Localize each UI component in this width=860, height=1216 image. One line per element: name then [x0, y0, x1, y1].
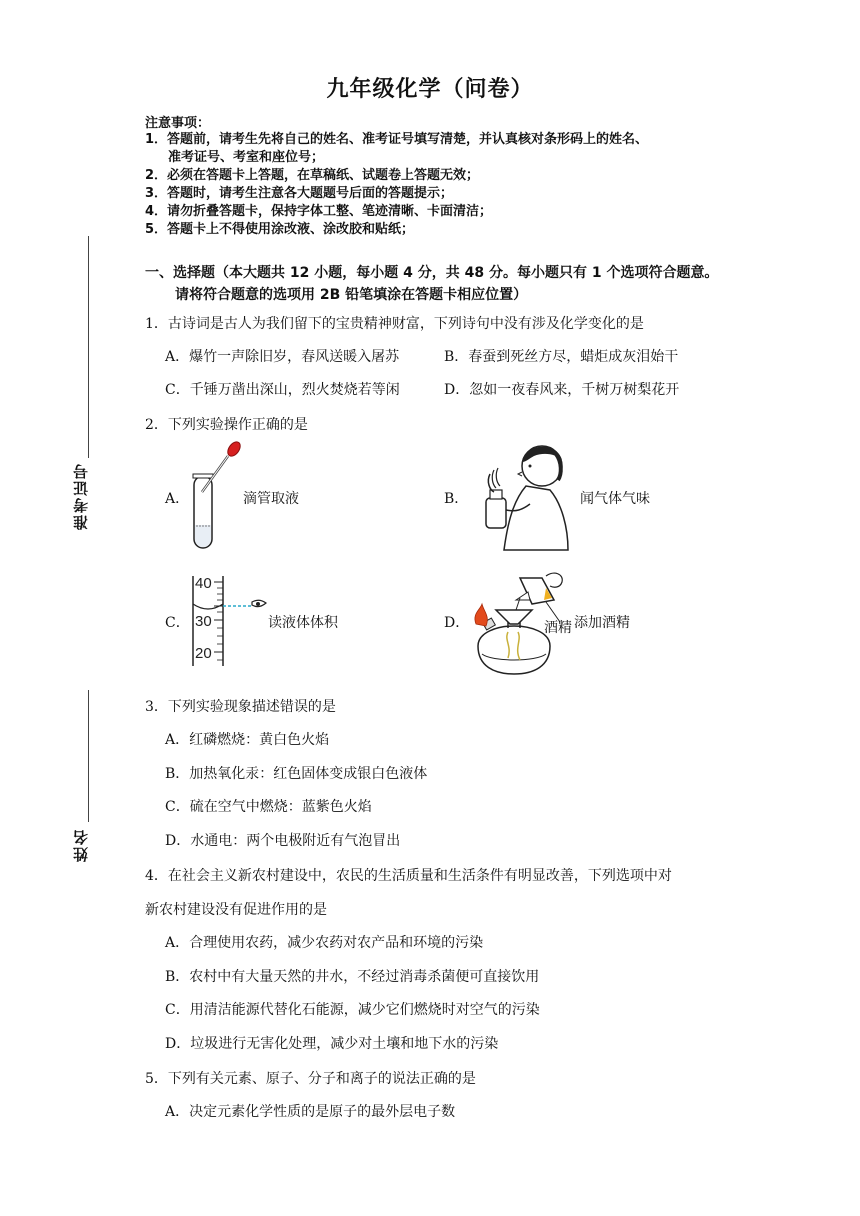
exam-id-label: 准考证号: [72, 462, 90, 530]
cylinder-tick-label: 40: [195, 575, 212, 592]
question-1-option-d: D．忽如一夜春风来，千树万树梨花开: [444, 382, 680, 398]
notice-item: 5．答题卡上不得使用涂改液、涂改胶和贴纸；: [145, 222, 415, 237]
dropper-bulb: [225, 440, 242, 458]
question-1-option-a: A．爆竹一声除旧岁，春风送暖入屠苏: [165, 349, 400, 365]
question-2-option-b-letter: B．: [444, 491, 469, 507]
question-3-option-c: C．硫在空气中燃烧：蓝紫色火焰: [165, 799, 372, 815]
exam-id-line: [88, 236, 89, 458]
notice-heading: 注意事项：: [145, 116, 211, 131]
question-3-option-b: B．加热氧化汞：红色固体变成银白色液体: [165, 766, 428, 782]
question-1-option-c: C．千锤万凿出深山，烈火焚烧若等闲: [165, 382, 400, 398]
question-2-option-c-caption: 读液体体积: [268, 615, 338, 631]
question-3-stem: 3．下列实验现象描述错误的是: [145, 699, 336, 715]
funnel: [496, 610, 532, 624]
alcohol-lamp-body: [478, 626, 550, 674]
smelling-gas-illustration: [464, 440, 576, 552]
question-2-option-a-letter: A．: [165, 491, 190, 507]
question-4-stem: 4．在社会主义新农村建设中，农民的生活质量和生活条件有明显改善，下列选项中对: [145, 868, 672, 884]
question-5-option-a: A．决定元素化学性质的是原子的最外层电子数: [165, 1104, 456, 1120]
gas-bottle: [486, 498, 506, 528]
question-1-stem: 1．古诗词是古人为我们留下的宝贵精神财富，下列诗句中没有涉及化学变化的是: [145, 316, 644, 332]
question-1-option-b: B．春蚕到死丝方尽，蜡炬成灰泪始干: [444, 349, 679, 365]
alcohol-label: 酒精: [544, 620, 572, 636]
question-4-stem-continued: 新农村建设没有促进作用的是: [145, 902, 327, 918]
question-3-option-d: D．水通电：两个电极附近有气泡冒出: [165, 833, 401, 849]
section-heading: 一、选择题（本大题共 12 小题，每小题 4 分，共 48 分。每小题只有 1 个选项符合题意。: [145, 265, 719, 281]
dropper-test-tube-illustration: [180, 440, 250, 552]
question-2-option-d-letter: D．: [444, 615, 470, 631]
cylinder-tick-label: 30: [195, 613, 212, 630]
question-5-stem: 5．下列有关元素、原子、分子和离子的说法正确的是: [145, 1071, 476, 1087]
question-4-option-a: A．合理使用农药，减少农药对农产品和环境的污染: [165, 935, 484, 951]
notice-item: 3．答题时，请考生注意各大题题号后面的答题提示；: [145, 186, 454, 201]
name-label: 姓名: [72, 828, 90, 862]
question-2-option-a-caption: 滴管取液: [243, 491, 299, 507]
question-4-option-d: D．垃圾进行无害化处理，减少对土壤和地下水的污染: [165, 1036, 499, 1052]
cylinder-tick-label: 20: [195, 645, 212, 662]
graduated-cylinder-illustration: [190, 572, 270, 670]
notice-item: 准考证号、考室和座位号；: [168, 150, 325, 165]
question-2-stem: 2．下列实验操作正确的是: [145, 417, 308, 433]
question-2-option-b-caption: 闻气体气味: [580, 491, 650, 507]
question-4-option-b: B．农村中有大量天然的井水，不经过消毒杀菌便可直接饮用: [165, 969, 540, 985]
page-title: 九年级化学（问卷）: [326, 77, 534, 102]
notice-item: 2．必须在答题卡上答题，在草稿纸、试题卷上答题无效；: [145, 168, 480, 183]
person-body: [504, 486, 568, 550]
notice-item: 4．请勿折叠答题卡，保持字体工整、笔迹清晰、卡面清洁；: [145, 204, 493, 219]
question-2-option-c-letter: C．: [165, 615, 190, 631]
hand: [546, 573, 562, 587]
flame-icon: [475, 604, 487, 626]
notice-item: 1．答题前，请考生先将自己的姓名、准考证号填写清楚，并认真核对条形码上的姓名、: [145, 132, 649, 147]
name-line: [88, 690, 89, 822]
question-2-option-d-caption: 添加酒精: [574, 615, 630, 631]
question-4-option-c: C．用清洁能源代替化石能源，减少它们燃烧时对空气的污染: [165, 1002, 540, 1018]
meniscus: [193, 604, 223, 609]
question-3-option-a: A．红磷燃烧：黄白色火焰: [165, 732, 330, 748]
section-instruction: 请将符合题意的选项用 2B 铅笔填涂在答题卡相应位置）: [175, 287, 528, 303]
